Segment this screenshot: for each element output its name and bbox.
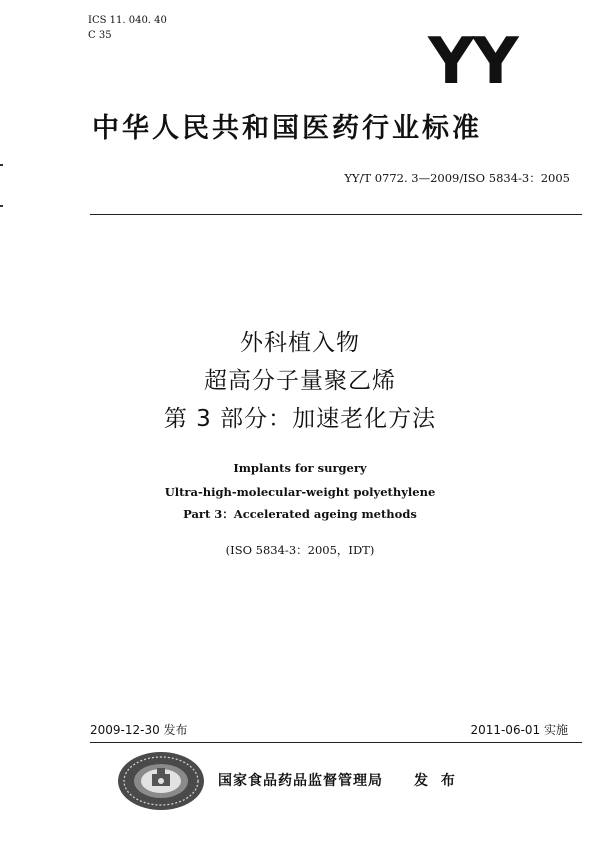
issue-date: 2009-12-30 发布 [90,723,188,737]
standard-category-title: 中华人民共和国医药行业标准 [92,113,482,144]
title-cn-line-3: 第 3 部分：加速老化方法 [163,406,437,432]
implementation-date: 2011-06-01 实施 [470,723,568,737]
header-divider [90,214,582,215]
ics-code: ICS 11. 040. 40 [88,15,167,26]
title-cn-line-1: 外科植入物 [240,330,360,356]
publish-label: 发 布 [414,773,459,789]
title-cn-line-2: 超高分子量聚乙烯 [204,368,396,394]
ccs-code: C 35 [88,30,112,41]
title-en-line-2: Ultra-high-molecular-weight polyethylene [164,485,436,499]
footer-divider [90,742,582,743]
margin-mark [0,205,3,207]
equivalence-note: (ISO 5834-3：2005，IDT) [225,543,375,557]
title-en-line-1: Implants for surgery [233,461,367,475]
standard-number: YY/T 0772. 3—2009/ISO 5834-3：2005 [344,171,570,185]
issuing-authority: 国家食品药品监督管理局 [218,773,383,789]
title-en-line-3: Part 3：Accelerated ageing methods [183,507,417,521]
standard-mark: YY [428,25,517,99]
national-emblem-icon [116,750,206,812]
margin-mark [0,164,3,166]
